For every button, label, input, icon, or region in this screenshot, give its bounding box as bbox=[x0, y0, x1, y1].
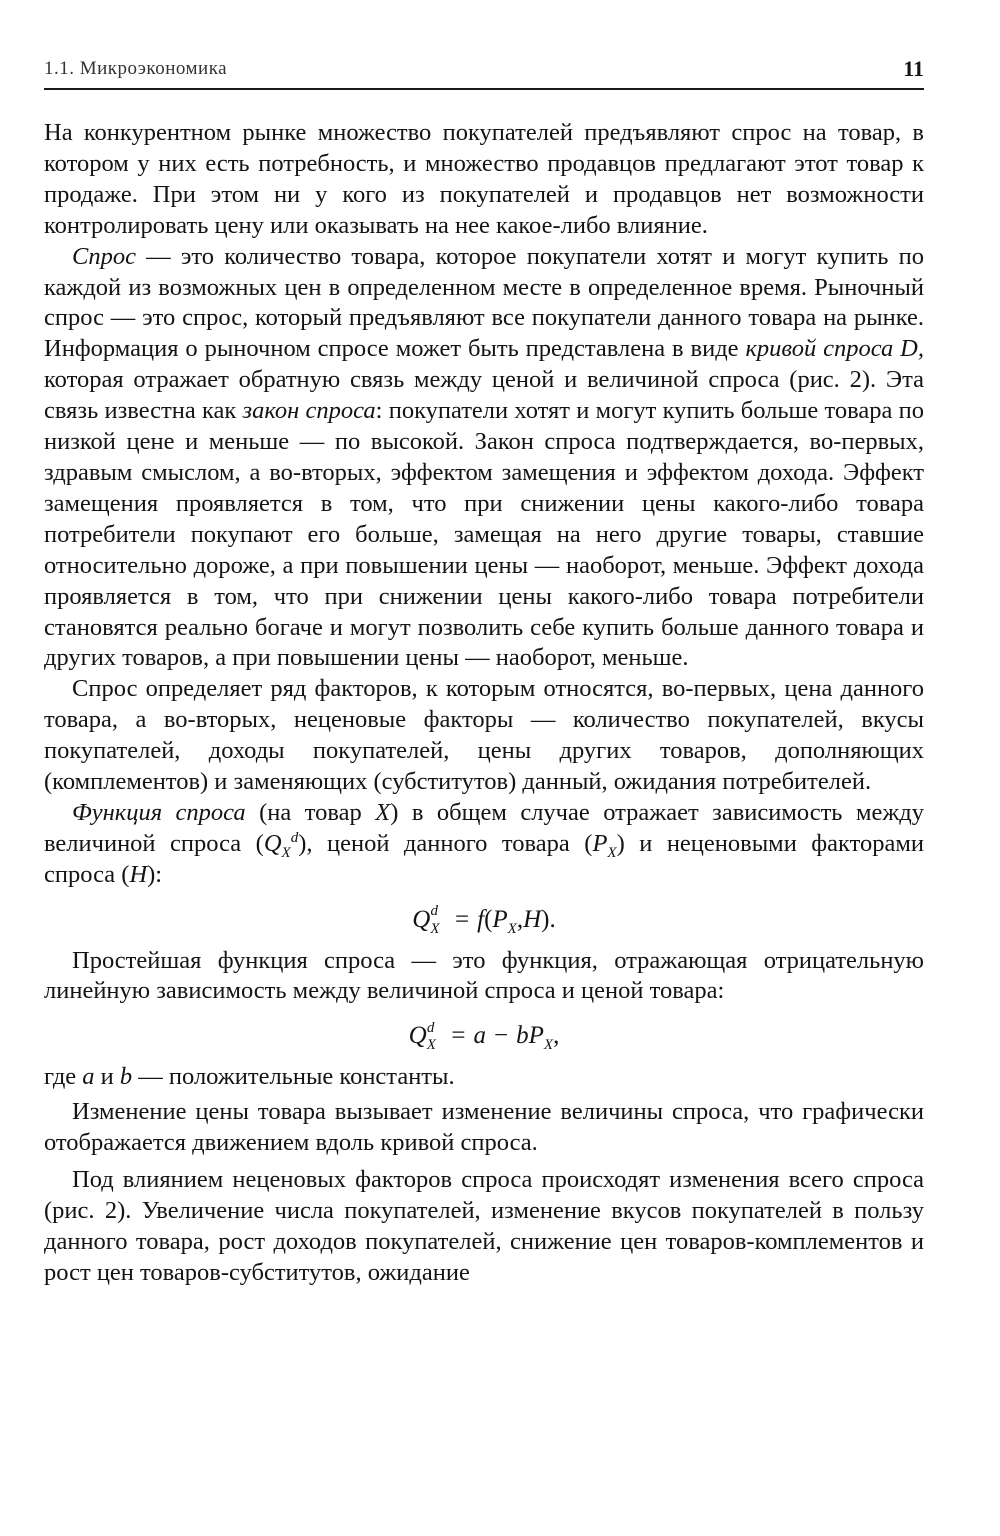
formula-h: H bbox=[523, 905, 542, 933]
text-span: — положительные константы. bbox=[132, 1063, 455, 1091]
formula-q: Q bbox=[412, 905, 431, 933]
formula-q-sup: d bbox=[430, 903, 438, 920]
paragraph-demand-factors: Спрос определяет ряд факторов, к которым относятся, во-первых, цена данного товара, а во-вторых, неценовые факторы — количество покупателей, вкусы покупателей, доходы покупателей, цены других товаров, дополняющих (комплементов) и заменяющих (субститутов) данный, ожидания потребителей. bbox=[44, 675, 924, 796]
page-body bbox=[44, 118, 924, 1289]
formula-q-sup: d bbox=[426, 1020, 435, 1037]
var-h: H bbox=[129, 860, 148, 888]
page-number: 11 bbox=[903, 56, 924, 81]
term-law-of-demand: закон спроса bbox=[242, 397, 376, 425]
formula-p: P bbox=[492, 905, 508, 933]
term-demand-curve: кривой спроса D, bbox=[745, 335, 924, 363]
formula-q-sub: X bbox=[430, 920, 440, 937]
var-q-sub: X bbox=[281, 844, 291, 861]
formula-linear-demand bbox=[44, 1021, 924, 1052]
formula-bp: bP bbox=[516, 1022, 544, 1050]
formula-p-sub: X bbox=[507, 920, 517, 937]
page-header bbox=[44, 58, 924, 86]
formula-minus: − bbox=[494, 1022, 509, 1050]
text-span: где bbox=[44, 1063, 83, 1091]
term-demand-function: Функция спроса bbox=[72, 798, 246, 826]
running-title: 1.1. Микроэкономика bbox=[44, 58, 228, 79]
paragraph-simple-function: Простейшая функция спроса — это функция, отражающая отрицательную линейную зависимость между величиной спроса и ценой товара: bbox=[44, 946, 924, 1005]
formula-q-sub: X bbox=[426, 1037, 436, 1054]
text-span: ), ценой данного товара ( bbox=[298, 829, 593, 857]
paragraph-nonprice-factors: Под влиянием неценовых факторов спроса происходят изменения всего спроса (рис. 2). Увеличение числа покупателей, изменение вкусов покупателей в пользу данного товара, рост доходов покупателей, снижение цен товаров-комплементов и рост цен товаров-субститутов, ожидание bbox=[44, 1166, 924, 1286]
formula-general-demand bbox=[44, 905, 924, 936]
formula-close-paren: ). bbox=[541, 905, 556, 933]
text-span: ) в общем случае отражает зависимость между величиной спроса ( bbox=[44, 798, 924, 857]
term-demand: Спрос bbox=[72, 242, 136, 270]
var-a: a bbox=[82, 1063, 95, 1091]
var-p-sub: X bbox=[607, 844, 617, 861]
paragraph-competitive-market: На конкурентном рынке множество покупателей предъявляют спрос на товар, в котором у них есть потребность, и множество продавцов предлагают этот товар к продаже. При этом ни у кого из покупателей и продавцов нет возможности контролировать цену или оказывать на нее какое-либо влияние. bbox=[44, 119, 924, 239]
paragraph-demand-definition bbox=[44, 242, 924, 675]
var-p: P bbox=[592, 829, 608, 857]
formula-f: f bbox=[477, 905, 485, 933]
formula-open-paren: ( bbox=[484, 905, 493, 933]
formula-q: Q bbox=[408, 1022, 427, 1050]
text-span: и bbox=[94, 1063, 120, 1091]
var-b: b bbox=[119, 1063, 133, 1091]
text-span: (на товар bbox=[245, 798, 376, 826]
header-rule bbox=[44, 88, 924, 90]
paragraph-demand-function bbox=[44, 798, 924, 891]
text-span: которая отражает обратную связь между ценой и величиной спроса (рис. 2). Эта связь известна как bbox=[44, 366, 924, 425]
text-span: : покупатели хотят и могут купить больше товара по низкой цене и меньше — по высокой. Закон спроса подтверждается, во-первых, здравым смыслом, а во-вторых, эффектом замещения и эффектом дохода. Эффект замещения проявляется в том, что при снижении цены какого-либо товара потребители покупают его больше, замещая на него другие товары, ставшие относительно дороже, а при повышении цены — наоборот, меньше. Эффект дохода проявляется в том, что при снижении цены какого-либо товара потребители становятся реально богаче и могут позволить себе купить больше данного товара и других товаров, а при повышении цены — наоборот, меньше. bbox=[44, 397, 924, 672]
paragraph-price-change: Изменение цены товара вызывает изменение величины спроса, что графически отображается движением вдоль кривой спроса. bbox=[44, 1098, 924, 1157]
var-q-sup: d bbox=[290, 829, 299, 846]
text-span: ): bbox=[147, 860, 163, 888]
formula-p-sub: X bbox=[543, 1037, 554, 1054]
formula-equals: = bbox=[451, 1022, 466, 1050]
formula-equals: = bbox=[455, 905, 470, 933]
paragraph-constants bbox=[44, 1062, 924, 1093]
var-x: X bbox=[375, 798, 391, 826]
formula-comma: , bbox=[553, 1022, 560, 1050]
text-span: — это количество товара, которое покупатели хотят и могут купить по каждой из возможных цен в определенном месте в определенное время. Рыночный спрос — это спрос, который предъявляют все покупатели данного товара на рынке. Информация о рыночном спросе может быть представлена в виде bbox=[44, 242, 924, 363]
text-span: ) и неценовыми факторами спроса ( bbox=[44, 829, 924, 888]
var-q: Q bbox=[263, 829, 282, 857]
formula-comma: , bbox=[516, 905, 524, 933]
formula-a: a bbox=[473, 1022, 487, 1050]
